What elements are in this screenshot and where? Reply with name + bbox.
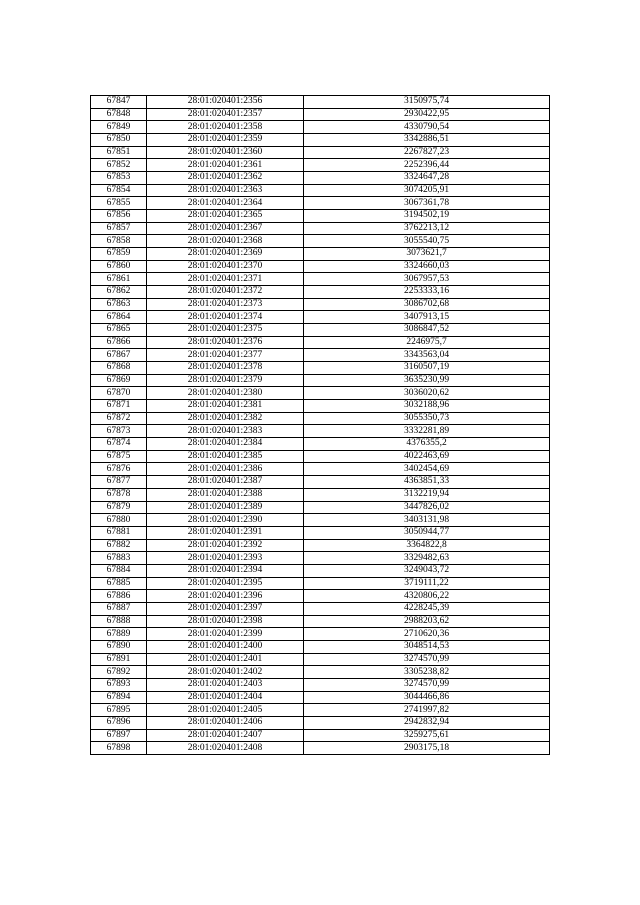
cadastral-number-cell: 28:01:020401:2380 (147, 387, 304, 400)
table-row (91, 134, 550, 147)
cadastral-value-cell: 2710620,36 (304, 628, 550, 641)
table-row (91, 260, 550, 273)
row-number-cell: 67884 (91, 564, 147, 577)
row-number-cell: 67898 (91, 742, 147, 755)
table-row (91, 476, 550, 489)
cadastral-number-cell: 28:01:020401:2356 (147, 96, 304, 109)
table-row (91, 210, 550, 223)
cadastral-number-cell: 28:01:020401:2357 (147, 108, 304, 121)
row-number-cell: 67854 (91, 184, 147, 197)
cadastral-value-cell: 3259275,61 (304, 729, 550, 742)
table-row (91, 400, 550, 413)
cadastral-number-cell: 28:01:020401:2361 (147, 159, 304, 172)
cadastral-number-cell: 28:01:020401:2381 (147, 400, 304, 413)
cadastral-number-cell: 28:01:020401:2364 (147, 197, 304, 210)
cadastral-number-cell: 28:01:020401:2404 (147, 691, 304, 704)
cadastral-value-cell: 3050944,77 (304, 526, 550, 539)
table-row (91, 704, 550, 717)
cadastral-value-cell: 3132219,94 (304, 488, 550, 501)
cadastral-number-cell: 28:01:020401:2394 (147, 564, 304, 577)
table-row (91, 387, 550, 400)
cadastral-value-cell: 3403131,98 (304, 514, 550, 527)
table-row (91, 742, 550, 755)
cadastral-value-cell: 3364822,8 (304, 539, 550, 552)
row-number-cell: 67878 (91, 488, 147, 501)
table-row (91, 286, 550, 299)
cadastral-number-cell: 28:01:020401:2407 (147, 729, 304, 742)
cadastral-value-cell: 3274570,99 (304, 678, 550, 691)
table-row (91, 438, 550, 451)
cadastral-number-cell: 28:01:020401:2397 (147, 602, 304, 615)
cadastral-value-cell: 4022463,69 (304, 450, 550, 463)
cadastral-value-cell: 2942832,94 (304, 716, 550, 729)
cadastral-value-cell: 3086702,68 (304, 298, 550, 311)
cadastral-number-cell: 28:01:020401:2382 (147, 412, 304, 425)
row-number-cell: 67882 (91, 539, 147, 552)
row-number-cell: 67881 (91, 526, 147, 539)
row-number-cell: 67897 (91, 729, 147, 742)
table-row (91, 577, 550, 590)
table-row (91, 374, 550, 387)
row-number-cell: 67875 (91, 450, 147, 463)
cadastral-number-cell: 28:01:020401:2374 (147, 311, 304, 324)
cadastral-number-cell: 28:01:020401:2371 (147, 273, 304, 286)
cadastral-value-cell: 3329482,63 (304, 552, 550, 565)
row-number-cell: 67857 (91, 222, 147, 235)
row-number-cell: 67887 (91, 602, 147, 615)
cadastral-value-cell: 2253333,16 (304, 286, 550, 299)
row-number-cell: 67892 (91, 666, 147, 679)
cadastral-value-cell: 3332281,89 (304, 425, 550, 438)
cadastral-number-cell: 28:01:020401:2388 (147, 488, 304, 501)
row-number-cell: 67847 (91, 96, 147, 109)
table-row (91, 678, 550, 691)
row-number-cell: 67893 (91, 678, 147, 691)
cadastral-value-cell: 2988203,62 (304, 615, 550, 628)
table-row (91, 425, 550, 438)
cadastral-value-cell: 3055350,73 (304, 412, 550, 425)
cadastral-number-cell: 28:01:020401:2368 (147, 235, 304, 248)
table-row (91, 311, 550, 324)
cadastral-number-cell: 28:01:020401:2403 (147, 678, 304, 691)
cadastral-number-cell: 28:01:020401:2378 (147, 362, 304, 375)
row-number-cell: 67869 (91, 374, 147, 387)
cadastral-value-cell: 2930422,95 (304, 108, 550, 121)
cadastral-number-cell: 28:01:020401:2398 (147, 615, 304, 628)
table-row (91, 691, 550, 704)
cadastral-number-cell: 28:01:020401:2399 (147, 628, 304, 641)
cadastral-value-cell: 3305238,82 (304, 666, 550, 679)
row-number-cell: 67896 (91, 716, 147, 729)
cadastral-number-cell: 28:01:020401:2390 (147, 514, 304, 527)
cadastral-value-cell: 3055540,75 (304, 235, 550, 248)
cadastral-number-cell: 28:01:020401:2360 (147, 146, 304, 159)
table-row (91, 501, 550, 514)
row-number-cell: 67894 (91, 691, 147, 704)
row-number-cell: 67870 (91, 387, 147, 400)
table-row (91, 349, 550, 362)
table-row (91, 412, 550, 425)
cadastral-value-cell: 3150975,74 (304, 96, 550, 109)
cadastral-number-cell: 28:01:020401:2391 (147, 526, 304, 539)
cadastral-value-cell: 2267827,23 (304, 146, 550, 159)
row-number-cell: 67895 (91, 704, 147, 717)
cadastral-number-cell: 28:01:020401:2362 (147, 172, 304, 185)
table-row (91, 539, 550, 552)
cadastral-number-cell: 28:01:020401:2401 (147, 653, 304, 666)
cadastral-number-cell: 28:01:020401:2375 (147, 324, 304, 337)
table-row (91, 172, 550, 185)
table-body (91, 96, 550, 755)
cadastral-value-cell: 3044466,86 (304, 691, 550, 704)
cadastral-number-cell: 28:01:020401:2376 (147, 336, 304, 349)
cadastral-number-cell: 28:01:020401:2358 (147, 121, 304, 134)
cadastral-value-cell: 3324647,28 (304, 172, 550, 185)
cadastral-number-cell: 28:01:020401:2363 (147, 184, 304, 197)
table-row (91, 564, 550, 577)
cadastral-value-cell: 2246975,7 (304, 336, 550, 349)
cadastral-value-cell: 3036020,62 (304, 387, 550, 400)
cadastral-number-cell: 28:01:020401:2384 (147, 438, 304, 451)
cadastral-value-cell: 3067957,53 (304, 273, 550, 286)
row-number-cell: 67877 (91, 476, 147, 489)
table-row (91, 146, 550, 159)
cadastral-number-cell: 28:01:020401:2359 (147, 134, 304, 147)
row-number-cell: 67872 (91, 412, 147, 425)
cadastral-number-cell: 28:01:020401:2383 (147, 425, 304, 438)
row-number-cell: 67871 (91, 400, 147, 413)
cadastral-value-cell: 2903175,18 (304, 742, 550, 755)
table-row (91, 108, 550, 121)
cadastral-number-cell: 28:01:020401:2372 (147, 286, 304, 299)
cadastral-value-cell: 3032188,96 (304, 400, 550, 413)
row-number-cell: 67863 (91, 298, 147, 311)
cadastral-value-cell: 3407913,15 (304, 311, 550, 324)
row-number-cell: 67868 (91, 362, 147, 375)
table-row (91, 197, 550, 210)
cadastral-number-cell: 28:01:020401:2406 (147, 716, 304, 729)
cadastral-value-cell: 3067361,78 (304, 197, 550, 210)
row-number-cell: 67849 (91, 121, 147, 134)
cadastral-value-cell: 3074205,91 (304, 184, 550, 197)
cadastral-value-cell: 4320806,22 (304, 590, 550, 603)
table-row (91, 514, 550, 527)
table-row (91, 552, 550, 565)
table-row (91, 450, 550, 463)
table-row (91, 729, 550, 742)
cadastral-number-cell: 28:01:020401:2408 (147, 742, 304, 755)
cadastral-number-cell: 28:01:020401:2405 (147, 704, 304, 717)
cadastral-number-cell: 28:01:020401:2367 (147, 222, 304, 235)
row-number-cell: 67862 (91, 286, 147, 299)
row-number-cell: 67860 (91, 260, 147, 273)
table-row (91, 159, 550, 172)
row-number-cell: 67886 (91, 590, 147, 603)
cadastral-number-cell: 28:01:020401:2393 (147, 552, 304, 565)
table-row (91, 526, 550, 539)
table-row (91, 628, 550, 641)
cadastral-number-cell: 28:01:020401:2395 (147, 577, 304, 590)
row-number-cell: 67879 (91, 501, 147, 514)
row-number-cell: 67876 (91, 463, 147, 476)
table-row (91, 121, 550, 134)
row-number-cell: 67874 (91, 438, 147, 451)
row-number-cell: 67852 (91, 159, 147, 172)
row-number-cell: 67865 (91, 324, 147, 337)
cadastral-value-cell: 3249043,72 (304, 564, 550, 577)
cadastral-number-cell: 28:01:020401:2387 (147, 476, 304, 489)
row-number-cell: 67850 (91, 134, 147, 147)
row-number-cell: 67864 (91, 311, 147, 324)
cadastral-value-cell: 3324660,03 (304, 260, 550, 273)
cadastral-number-cell: 28:01:020401:2400 (147, 640, 304, 653)
table-row (91, 640, 550, 653)
cadastral-number-cell: 28:01:020401:2402 (147, 666, 304, 679)
cadastral-value-cell: 3048514,53 (304, 640, 550, 653)
row-number-cell: 67856 (91, 210, 147, 223)
cadastral-value-cell: 4376355,2 (304, 438, 550, 451)
cadastral-value-cell: 3086847,52 (304, 324, 550, 337)
row-number-cell: 67880 (91, 514, 147, 527)
cadastral-number-cell: 28:01:020401:2373 (147, 298, 304, 311)
row-number-cell: 67858 (91, 235, 147, 248)
cadastral-value-cell: 3342886,51 (304, 134, 550, 147)
cadastral-number-cell: 28:01:020401:2396 (147, 590, 304, 603)
cadastral-value-cell: 4228245,39 (304, 602, 550, 615)
table-row (91, 590, 550, 603)
table-row (91, 653, 550, 666)
row-number-cell: 67851 (91, 146, 147, 159)
table-row (91, 336, 550, 349)
table-row (91, 716, 550, 729)
cadastral-value-cell: 3160507,19 (304, 362, 550, 375)
table-row (91, 222, 550, 235)
table-row (91, 362, 550, 375)
row-number-cell: 67890 (91, 640, 147, 653)
cadastral-value-cell: 3447826,02 (304, 501, 550, 514)
cadastral-value-table (90, 95, 550, 755)
cadastral-number-cell: 28:01:020401:2377 (147, 349, 304, 362)
cadastral-number-cell: 28:01:020401:2369 (147, 248, 304, 261)
cadastral-value-cell: 3343563,04 (304, 349, 550, 362)
table-row (91, 273, 550, 286)
row-number-cell: 67861 (91, 273, 147, 286)
cadastral-number-cell: 28:01:020401:2386 (147, 463, 304, 476)
row-number-cell: 67855 (91, 197, 147, 210)
row-number-cell: 67866 (91, 336, 147, 349)
cadastral-value-cell: 3402454,69 (304, 463, 550, 476)
row-number-cell: 67891 (91, 653, 147, 666)
table-row (91, 184, 550, 197)
cadastral-number-cell: 28:01:020401:2379 (147, 374, 304, 387)
row-number-cell: 67885 (91, 577, 147, 590)
cadastral-number-cell: 28:01:020401:2389 (147, 501, 304, 514)
row-number-cell: 67848 (91, 108, 147, 121)
table-row (91, 248, 550, 261)
table-row (91, 324, 550, 337)
cadastral-number-cell: 28:01:020401:2365 (147, 210, 304, 223)
cadastral-value-cell: 3274570,99 (304, 653, 550, 666)
table-row (91, 298, 550, 311)
table-row (91, 666, 550, 679)
cadastral-value-cell: 3762213,12 (304, 222, 550, 235)
row-number-cell: 67859 (91, 248, 147, 261)
row-number-cell: 67889 (91, 628, 147, 641)
cadastral-number-cell: 28:01:020401:2392 (147, 539, 304, 552)
cadastral-value-cell: 3719111,22 (304, 577, 550, 590)
table-row (91, 602, 550, 615)
row-number-cell: 67853 (91, 172, 147, 185)
cadastral-value-cell: 4330790,54 (304, 121, 550, 134)
cadastral-number-cell: 28:01:020401:2385 (147, 450, 304, 463)
cadastral-value-cell: 2741997,82 (304, 704, 550, 717)
row-number-cell: 67873 (91, 425, 147, 438)
cadastral-value-cell: 3073621,7 (304, 248, 550, 261)
table-row (91, 235, 550, 248)
row-number-cell: 67883 (91, 552, 147, 565)
cadastral-value-cell: 4363851,33 (304, 476, 550, 489)
cadastral-value-cell: 3194502,19 (304, 210, 550, 223)
table-row (91, 96, 550, 109)
cadastral-value-cell: 3635230,99 (304, 374, 550, 387)
row-number-cell: 67888 (91, 615, 147, 628)
table-row (91, 615, 550, 628)
table-row (91, 463, 550, 476)
cadastral-number-cell: 28:01:020401:2370 (147, 260, 304, 273)
row-number-cell: 67867 (91, 349, 147, 362)
cadastral-value-cell: 2252396,44 (304, 159, 550, 172)
table-row (91, 488, 550, 501)
